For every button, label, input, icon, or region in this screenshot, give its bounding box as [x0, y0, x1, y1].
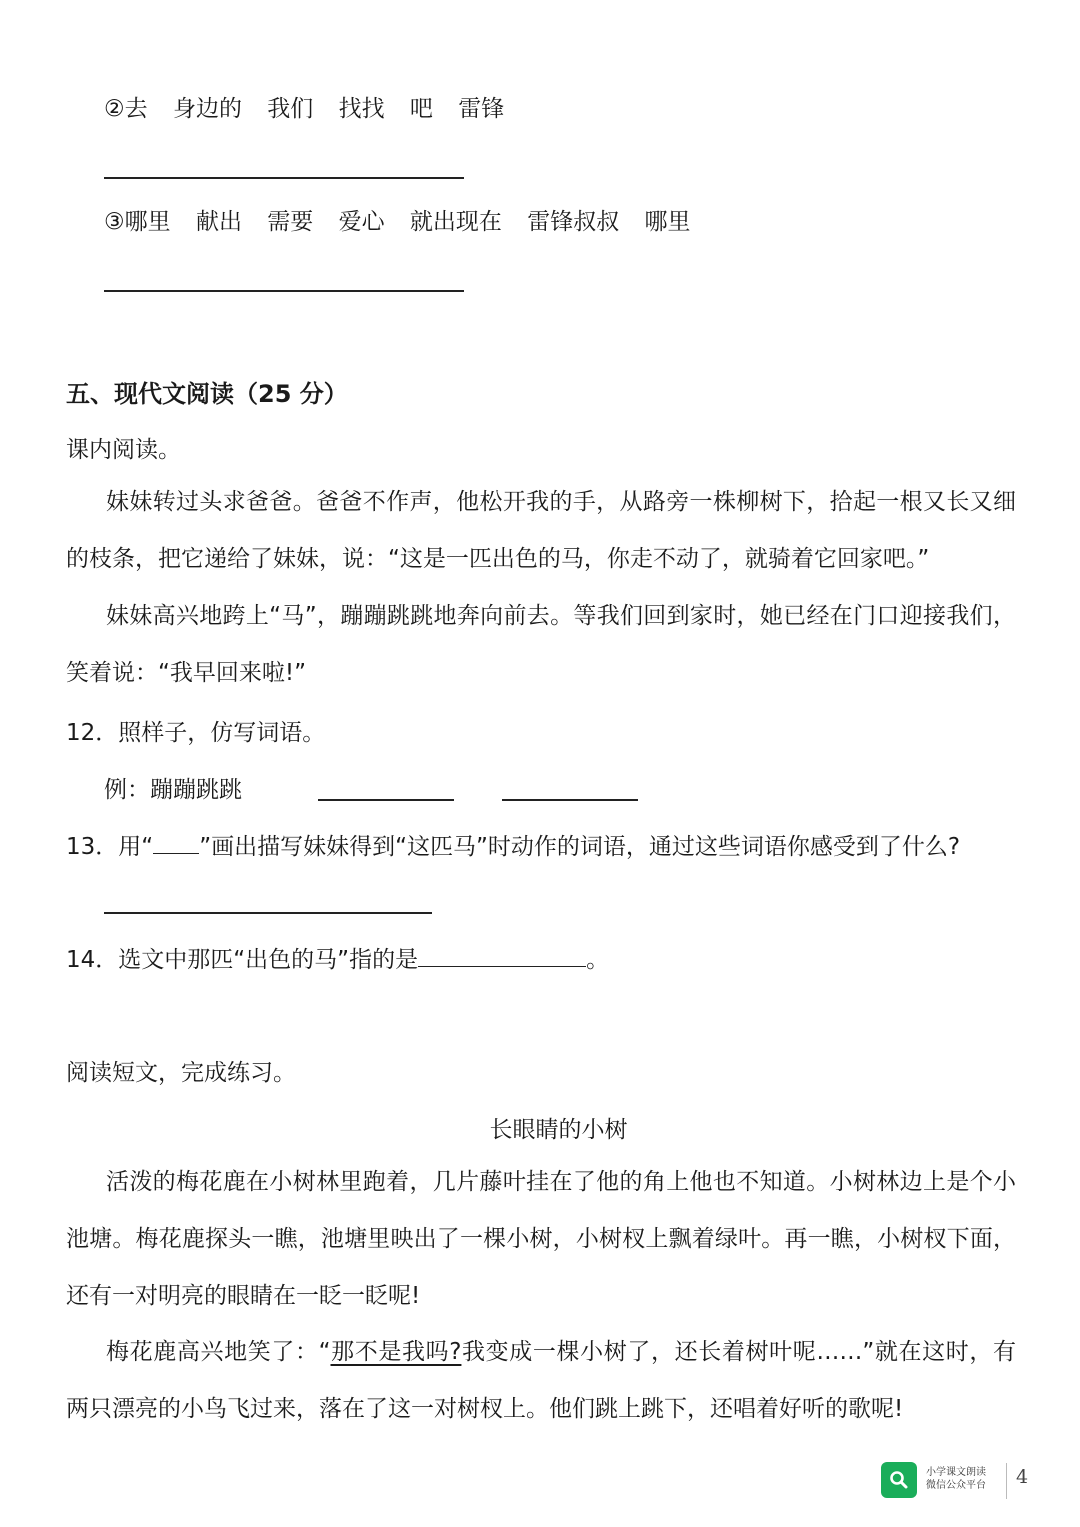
q3-word: 哪里 [644, 209, 691, 235]
q3-answer-line[interactable] [104, 290, 464, 292]
q3-word: 需要 [267, 209, 314, 235]
page-number: 4 [1016, 1466, 1029, 1488]
q2-word: 身边的 [172, 96, 242, 122]
story-title: 长眼睛的小树 [489, 1117, 628, 1143]
q3-word: 献出 [195, 209, 242, 235]
q14-answer-blank[interactable] [418, 944, 586, 967]
q12-example: 例：蹦蹦跳跳 [104, 777, 242, 803]
footer-line-1: 小学课文朗读 [926, 1467, 986, 1478]
q3-word: 雷锋叔叔 [527, 209, 620, 235]
question-2-row [104, 90, 522, 123]
footer-line-2: 微信公众平台 [926, 1480, 986, 1491]
passage1-paragraph-1: 妹妹转过头求爸爸。爸爸不作声，他松开我的手，从路旁一株柳树下，拾起一根又长又细的枝条，把它递给了妹妹，说：“这是一匹出色的马，你走不动了，就骑着它回家吧。” [66, 489, 1016, 572]
question-12: 12．照样子，仿写词语。 [66, 720, 326, 746]
footer-divider [1006, 1463, 1007, 1499]
section-heading: 五、现代文阅读（25 分） [66, 380, 348, 408]
q2-word: 我们 [267, 96, 314, 122]
question-13 [66, 828, 960, 861]
q14-suffix: 。 [586, 947, 610, 973]
q2-word: 雷锋 [458, 96, 505, 122]
story-p2-rest: 我变成一棵小树了，还长着树叶呢……”就在这时，有两只漂亮的小鸟飞过来，落在了这一对树杈上。他们跳上跳下，还唱着好听的歌呢! [66, 1339, 1016, 1422]
q13-prefix: 13．用“ [66, 834, 154, 860]
q3-label: ③哪里 [104, 209, 171, 235]
q2-answer-line[interactable] [104, 177, 464, 179]
q12-answer-line-2[interactable] [502, 799, 638, 801]
q13-inline-blank [153, 831, 199, 854]
reading-intro: 课内阅读。 [66, 437, 181, 463]
q12-answer-line-1[interactable] [318, 799, 454, 801]
footer-brand [926, 1466, 986, 1492]
q13-suffix: ”画出描写妹妹得到“这匹马”时动作的词语，通过这些词语你感受到了什么? [199, 834, 961, 860]
story-paragraph-1: 活泼的梅花鹿在小树林里跑着，几片藤叶挂在了他的角上他也不知道。小树林边上是个小池塘。梅花鹿探头一瞧，池塘里映出了一棵小树，小树杈上飘着绿叶。再一瞧，小树杈下面，还有一对明亮的眼睛在一眨一眨呢! [66, 1169, 1016, 1309]
q2-label: ②去 [104, 96, 148, 122]
q3-word: 就出现在 [409, 209, 502, 235]
reading-intro-2: 阅读短文，完成练习。 [66, 1060, 296, 1086]
q14-prefix: 14．选文中那匹“出色的马”指的是 [66, 947, 419, 973]
story-paragraph-2 [66, 1324, 1016, 1438]
story-p2-underlined: 那不是我吗? [330, 1339, 462, 1365]
q2-word: 找找 [338, 96, 385, 122]
story-p2-start: 梅花鹿高兴地笑了：“ [106, 1339, 331, 1365]
wechat-search-logo [881, 1462, 917, 1498]
question-14 [66, 941, 609, 974]
q13-answer-line[interactable] [104, 912, 432, 914]
question-3-row [104, 203, 709, 236]
search-icon [888, 1469, 910, 1491]
passage1-paragraph-2: 妹妹高兴地跨上“马”，蹦蹦跳跳地奔向前去。等我们回到家时，她已经在门口迎接我们，笑着说：“我早回来啦!” [66, 603, 1016, 686]
q3-word: 爱心 [338, 209, 385, 235]
q2-word: 吧 [409, 96, 433, 122]
